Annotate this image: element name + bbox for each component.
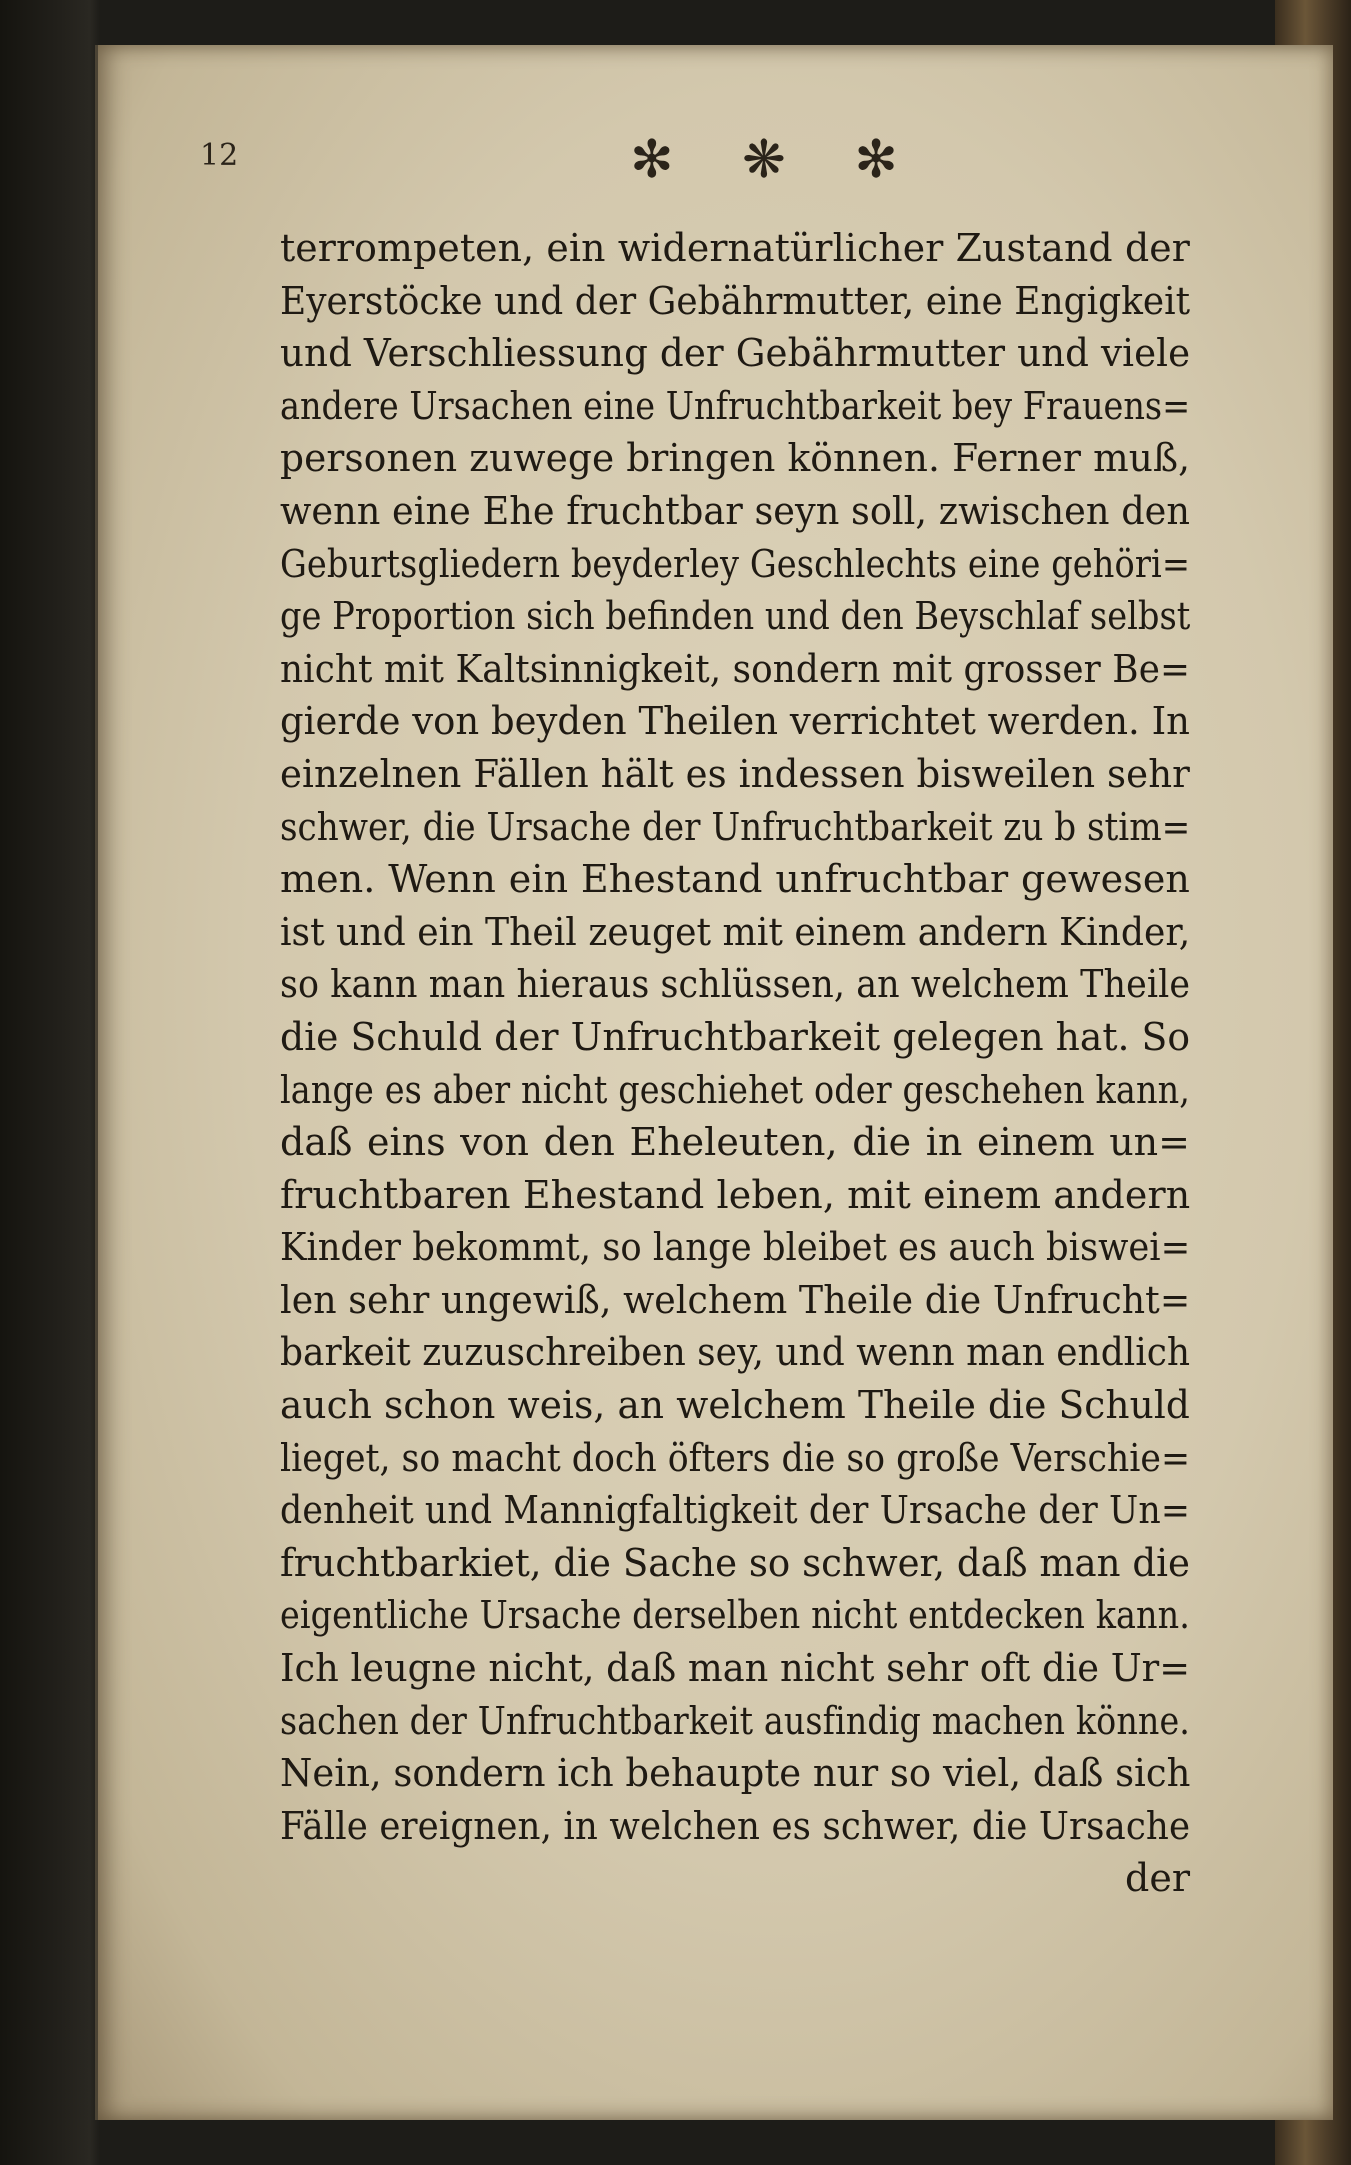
text-line: eigentliche Ursache derselben nicht entdecken kann.	[280, 1593, 1190, 1638]
text-line: fruchtbaren Ehestand leben, mit einem andern	[280, 1172, 1191, 1217]
text-line: lieget, so macht doch öfters die so große Verschie=	[280, 1435, 1191, 1480]
text-line: Geburtsgliedern beyderley Geschlechts eine gehöri=	[280, 541, 1191, 586]
text-line: men. Wenn ein Ehestand unfruchtbar gewesen	[280, 857, 1190, 902]
text-line: andere Ursachen eine Unfruchtbarkeit bey Frauens=	[280, 383, 1191, 428]
text-line: wenn eine Ehe fruchtbar seyn soll, zwischen den	[280, 488, 1190, 533]
text-line: einzelnen Fällen hält es indessen bisweilen sehr	[280, 751, 1191, 796]
text-line: schwer, die Ursache der Unfruchtbarkeit zu b stim=	[280, 804, 1191, 849]
text-line: lange es aber nicht geschiehet oder geschehen kann,	[280, 1067, 1190, 1112]
text-line: gierde von beyden Theilen verrichtet werden. In	[280, 699, 1190, 744]
text-line: daß eins von den Eheleuten, die in einem un=	[280, 1120, 1190, 1165]
text-line: ist und ein Theil zeuget mit einem andern Kinder,	[280, 909, 1191, 954]
text-line: personen zuwege bringen können. Ferner muß,	[280, 436, 1191, 481]
text-line: Ich leugne nicht, daß man nicht sehr oft die Ur=	[280, 1646, 1191, 1691]
text-line: Eyerstöcke und der Gebährmutter, eine Engigkeit	[280, 278, 1191, 323]
text-line: fruchtbarkiet, die Sache so schwer, daß man die	[280, 1540, 1191, 1585]
page-number: 12	[200, 138, 239, 173]
text-line: len sehr ungewiß, welchem Theile die Unfrucht=	[280, 1277, 1191, 1322]
text-line: terrompeten, ein widernatürlicher Zustand der	[280, 226, 1190, 270]
text-line: denheit und Mannigfaltigkeit der Ursache der Un=	[280, 1488, 1191, 1533]
text-line: Kinder bekommt, so lange bleibet es auch biswei=	[280, 1225, 1191, 1270]
text-line: nicht mit Kaltsinnigkeit, sondern mit grosser Be=	[280, 646, 1191, 691]
body-text	[280, 222, 1190, 1905]
text-line: so kann man hieraus schlüssen, an welchem Theile	[280, 962, 1191, 1007]
text-line: barkeit zuzuschreiben sey, und wenn man endlich	[280, 1330, 1191, 1375]
text-line: ge Proportion sich befinden und den Beyschlaf selbst	[280, 594, 1191, 639]
header-ornament: ✻ ❋ ✻	[630, 130, 924, 190]
text-line: Nein, sondern ich behaupte nur so viel, daß sich	[280, 1751, 1191, 1796]
catchword: der	[1125, 1856, 1190, 1901]
text-line: auch schon weis, an welchem Theile die Schuld	[280, 1383, 1190, 1428]
text-line: sachen der Unfruchtbarkeit ausfindig machen könne.	[280, 1698, 1190, 1743]
text-line: Fälle ereignen, in welchen es schwer, die Ursache	[280, 1803, 1191, 1848]
text-line: die Schuld der Unfruchtbarkeit gelegen hat. So	[280, 1014, 1191, 1059]
text-line: und Verschliessung der Gebährmutter und viele	[280, 331, 1191, 376]
